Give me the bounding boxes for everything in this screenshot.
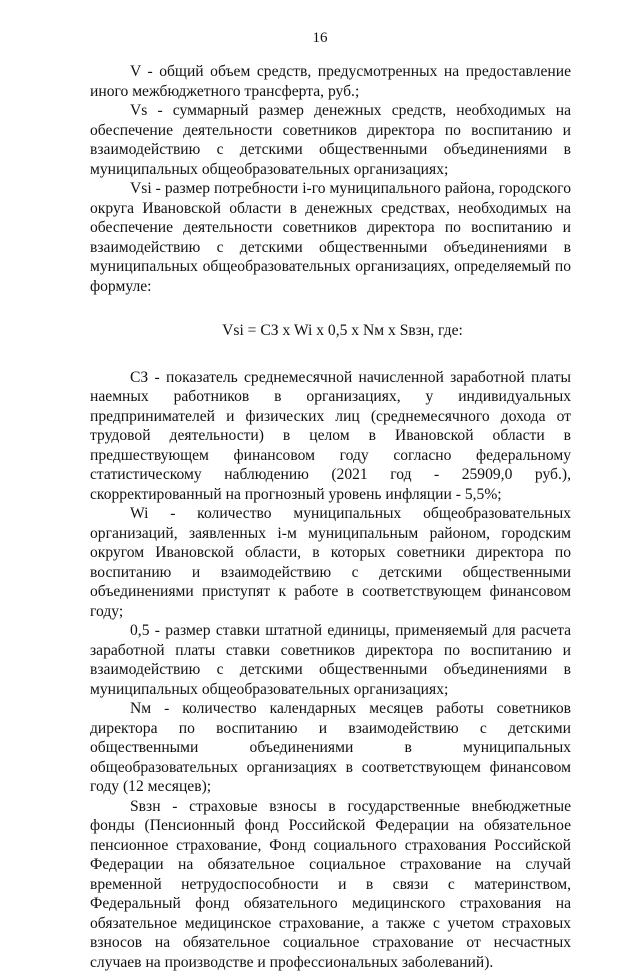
document-body <box>90 62 571 972</box>
definition-nm: Nм - количество календарных месяцев работы советников директора по воспитанию и взаимодействию с детскими общественными объединениями в муниципальных общеобразовательных организациях в соответствующем финансовом году (12 месяцев); <box>90 699 571 797</box>
definition-vs: Vs - суммарный размер денежных средств, необходимых на обеспечение деятельности советников директора по воспитанию и взаимодействию с детскими общественными объединениями в муниципальных общеобразовательных организациях; <box>90 101 571 179</box>
definition-svzn: Sвзн - страховые взносы в государственные внебюджетные фонды (Пенсионный фонд Российской Федерации на обязательное пенсионное страхование, Фонд социального страхования Российской Федерации на обязательное социальное страхование на случай временной нетрудоспособности и в связи с материнством, Федеральный фонд обязательного медицинского страхования на обязательное медицинское страхование, а также с учетом страховых взносов на обязательное социальное страхование от несчастных случаев на производстве и профессиональных заболеваний). <box>90 797 571 972</box>
page-number: 16 <box>0 29 640 47</box>
definition-rate: 0,5 - размер ставки штатной единицы, применяемый для расчета заработной платы ставки советников директора по воспитанию и взаимодействию с детскими общественными объединениями в муниципальных общеобразовательных организациях; <box>90 621 571 699</box>
definition-vsi: Vsi - размер потребности i-го муниципального района, городского округа Ивановской области в денежных средствах, необходимых на обеспечение деятельности советников директора по воспитанию и взаимодействию с детскими общественными объединениями в муниципальных общеобразовательных организациях, определяемый по формуле: <box>90 179 571 296</box>
formula: Vsi = СЗ x Wi x 0,5 x Nм x Sвзн, где: <box>90 321 571 341</box>
definition-wi: Wi - количество муниципальных общеобразовательных организаций, заявленных i-м муниципальным районом, городским округом Ивановской области, в которых советники директора по воспитанию и взаимодействию с детскими общественными объединениями приступят к работе в соответствующем финансовом году; <box>90 504 571 621</box>
definition-sz: СЗ - показатель среднемесячной начисленной заработной платы наемных работников в организациях, у индивидуальных предпринимателей и физических лиц (среднемесячного дохода от трудовой деятельности) в целом в Ивановской области в предшествующем финансовом году согласно федеральному статистическому наблюдению (2021 год - 25909,0 руб.), скорректированный на прогнозный уровень инфляции - 5,5%; <box>90 368 571 505</box>
definition-v: V - общий объем средств, предусмотренных на предоставление иного межбюджетного трансферта, руб.; <box>90 62 571 101</box>
